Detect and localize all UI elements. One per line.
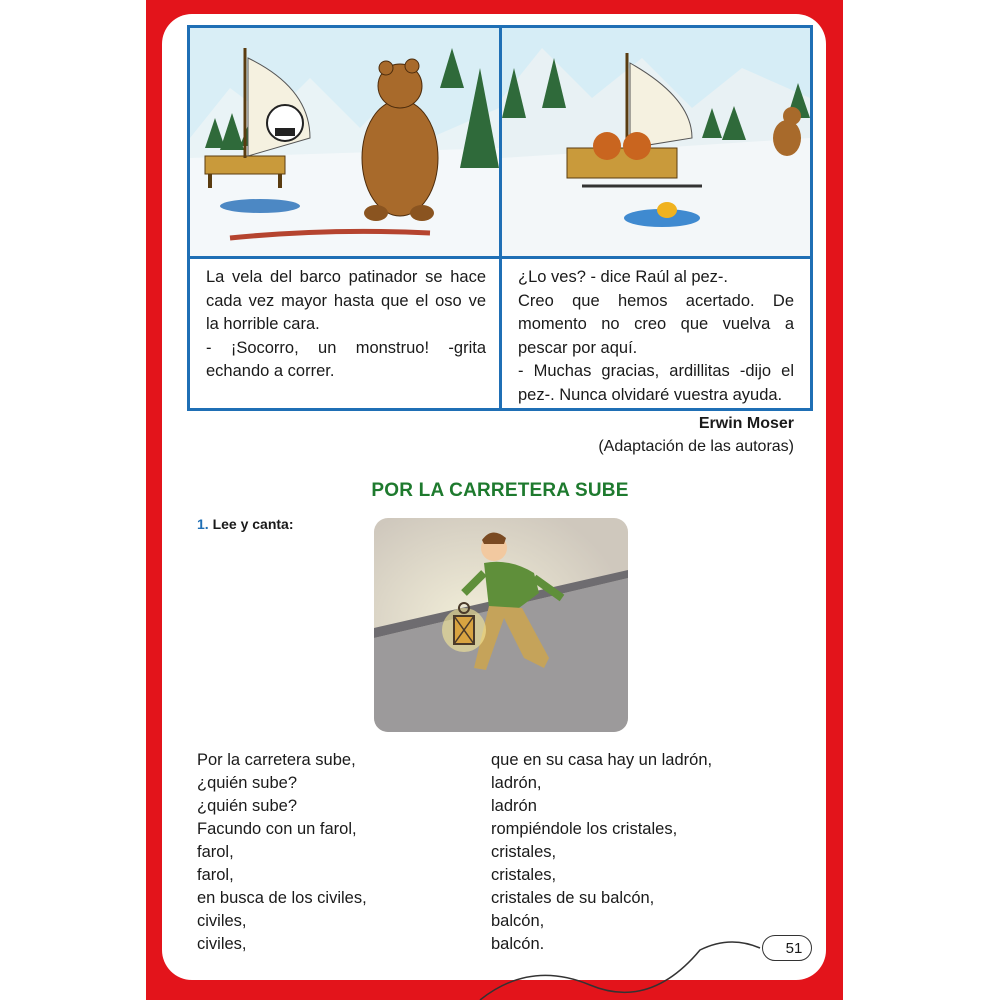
lyric-line: cristales, [491, 866, 557, 884]
comic-caption-divider [190, 256, 810, 259]
exercise-number: 1. [197, 516, 209, 532]
fish-icon [657, 202, 677, 218]
comic-panel-divider [499, 28, 502, 408]
lyric-line: rompiéndole los cristales, [491, 820, 678, 838]
comic-panel-right-illustration [502, 28, 810, 256]
caption-paragraph: - ¡Socorro, un monstruo! -grita echando a correr. [206, 338, 486, 380]
song-title: POR LA CARRETERA SUBE [371, 480, 629, 501]
lantern-boy-illustration [374, 518, 628, 732]
comic-strip [187, 25, 813, 411]
comic-caption-right [518, 266, 794, 407]
song-lyrics-left [197, 749, 367, 956]
song-lyrics-right [491, 749, 712, 956]
caption-paragraph: Creo que hemos acertado. De momento no creo que vuelva a pescar por aquí. [518, 291, 794, 357]
lyric-line: ladrón, [491, 774, 542, 792]
lyric-line: ladrón [491, 797, 537, 815]
lyric-line: Por la carretera sube, [197, 751, 356, 769]
comic-caption-left [206, 266, 486, 384]
lyric-line: Facundo con un farol, [197, 820, 357, 838]
page-number: 51 [762, 935, 812, 961]
lyric-line: cristales, [491, 843, 557, 861]
lyric-line: farol, [197, 866, 234, 884]
caption-paragraph: ¿Lo ves? - dice Raúl al pez-. [518, 268, 729, 286]
comic-panel-left-illustration [190, 28, 499, 256]
lyric-line: civiles, [197, 912, 247, 930]
exercise-instruction [197, 516, 294, 532]
author-name: Erwin Moser [698, 415, 794, 432]
caption-paragraph: - Muchas gracias, ardillitas -dijo el pez-. Nunca olvidaré vuestra ayuda. [518, 362, 794, 404]
lyric-line: ¿quién sube? [197, 797, 297, 815]
lyric-line: cristales de su balcón, [491, 889, 655, 907]
lyric-line: ¿quién sube? [197, 774, 297, 792]
lyric-line: que en su casa hay un ladrón, [491, 751, 713, 769]
lyric-line: civiles, [197, 935, 247, 953]
caption-paragraph: La vela del barco patinador se hace cada vez mayor hasta que el oso ve la horrible cara. [206, 268, 486, 333]
lyric-line: balcón. [491, 935, 545, 953]
lyric-line: farol, [197, 843, 234, 861]
exercise-label: Lee y canta: [212, 516, 294, 532]
lyric-line: balcón, [491, 912, 545, 930]
mouse-cord-decoration [470, 930, 770, 1000]
adaptation-note: (Adaptación de las autoras) [598, 438, 794, 455]
lyric-line: en busca de los civiles, [197, 889, 367, 907]
